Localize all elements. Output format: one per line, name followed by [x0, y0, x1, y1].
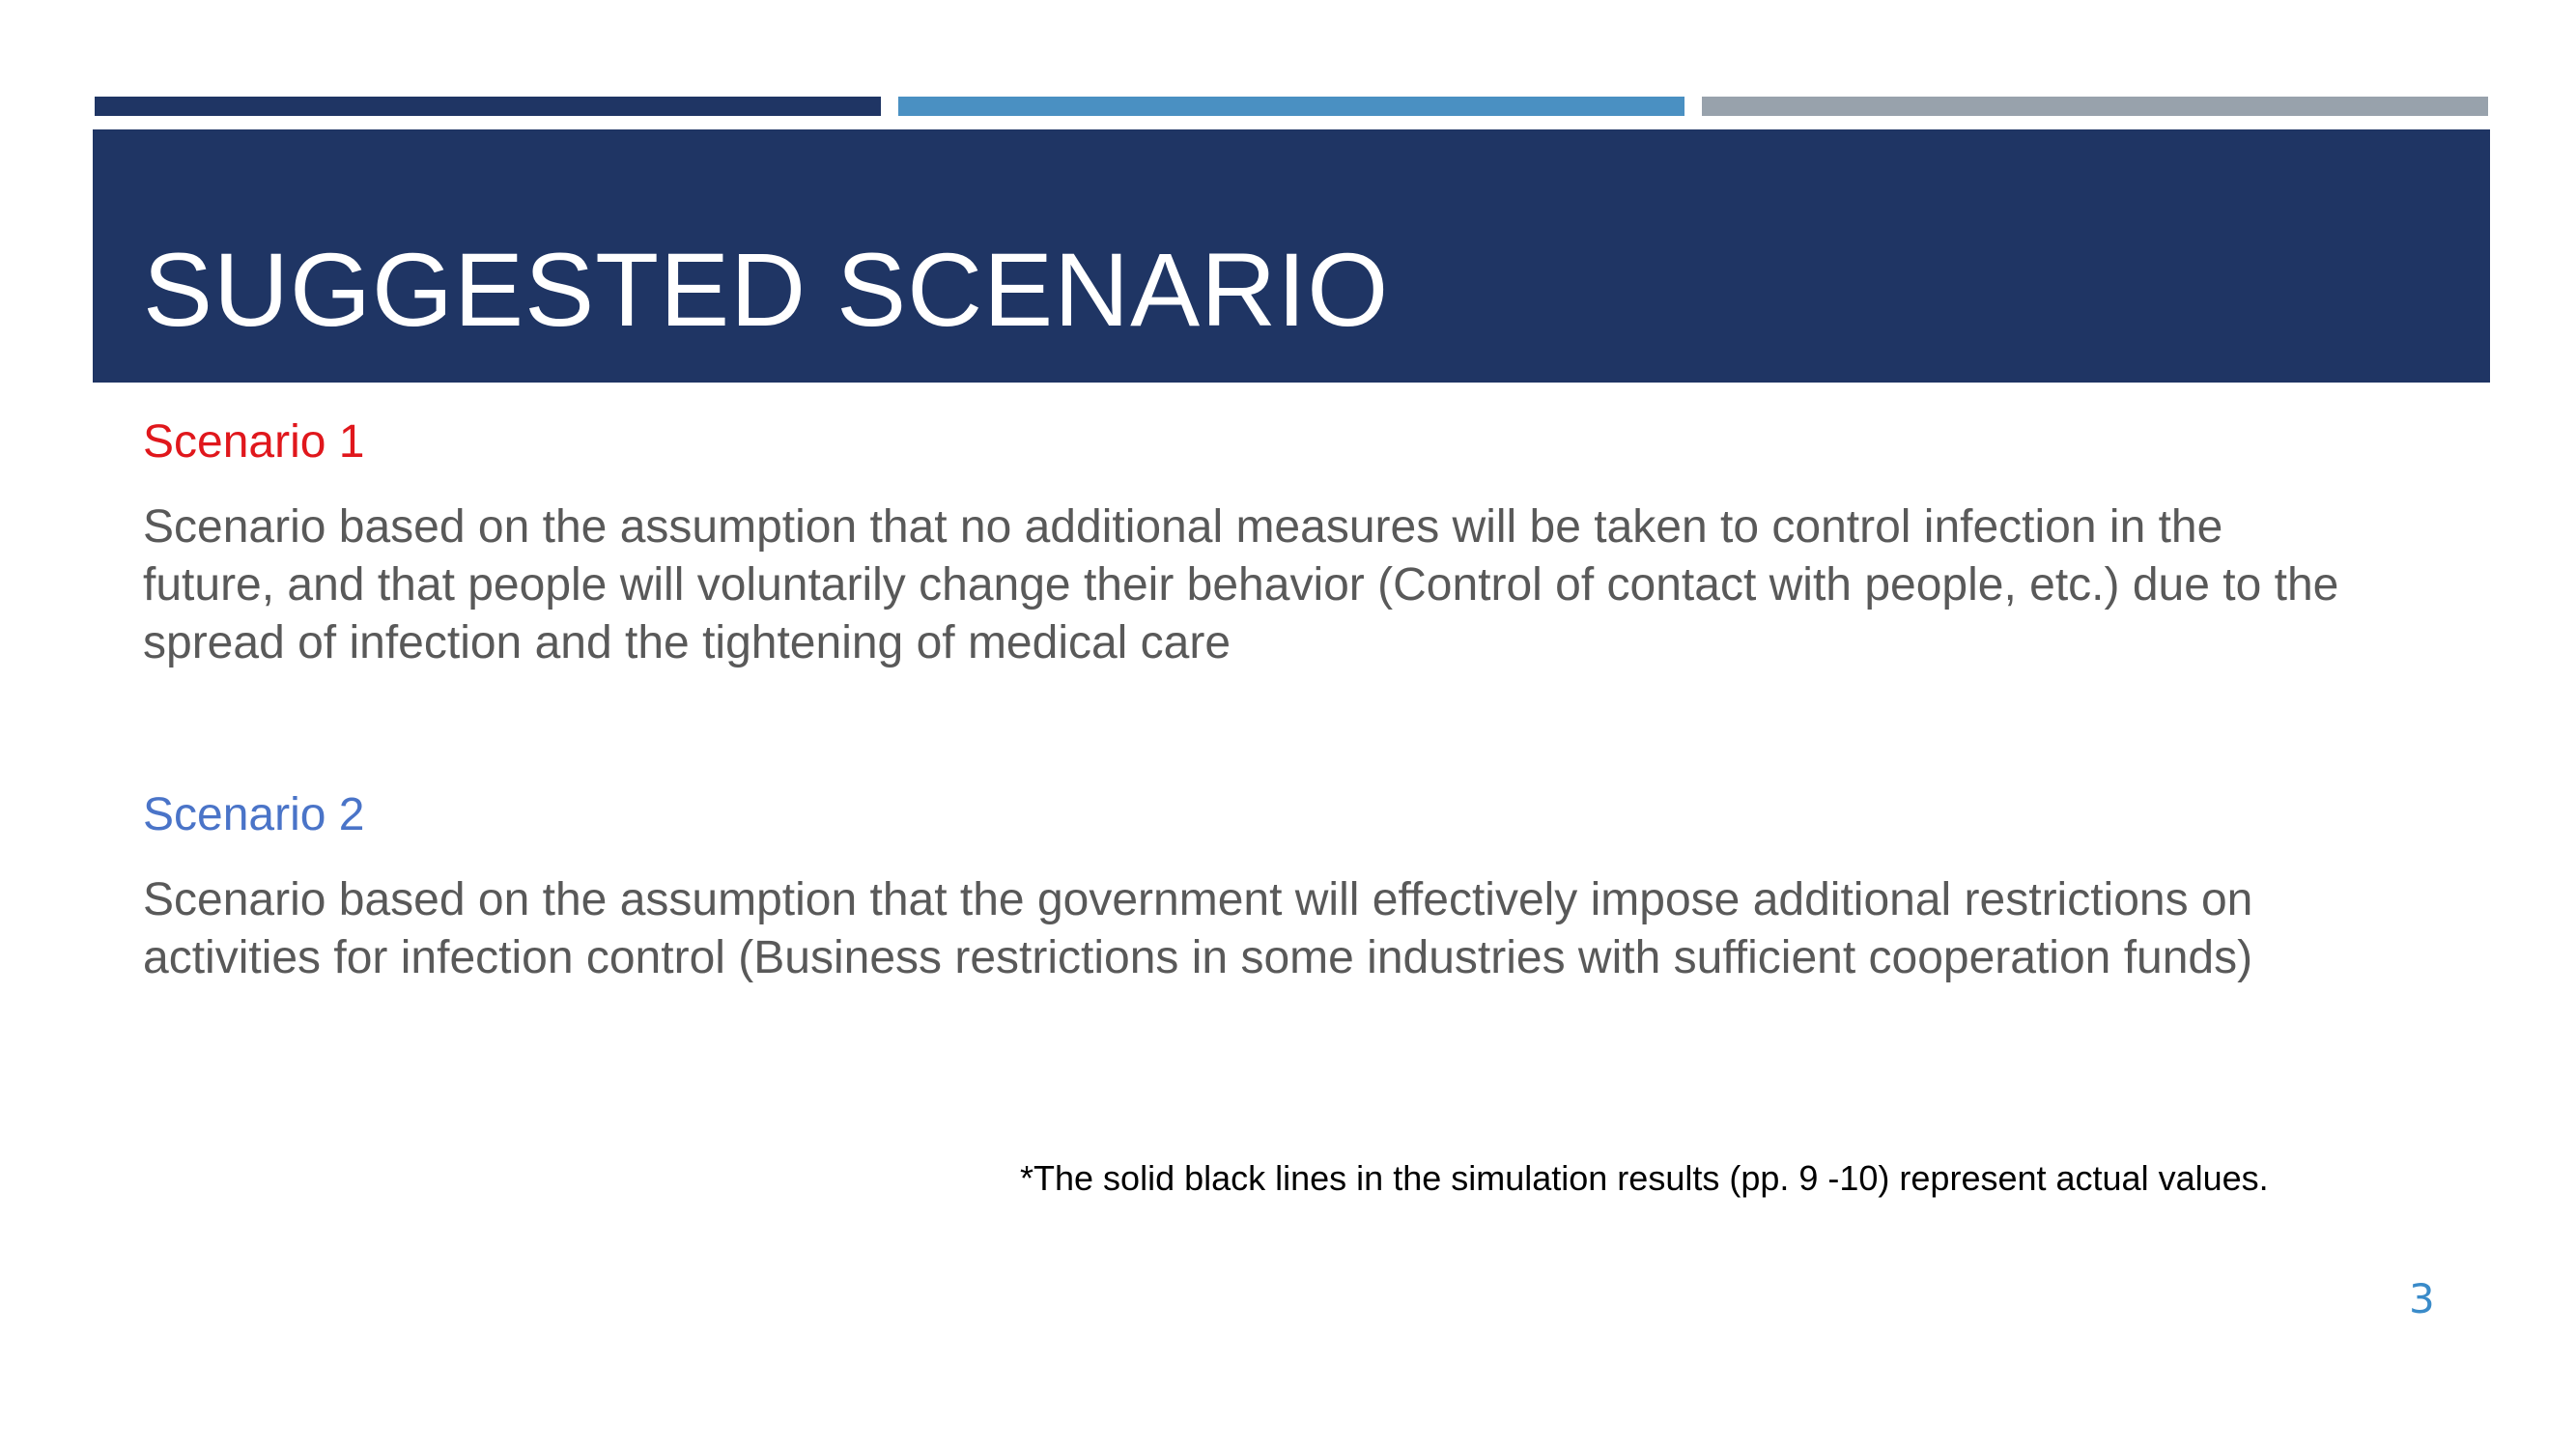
page-number: 3 [2409, 1275, 2435, 1322]
scenario-2-line: activities for infection control (Business restrictions in some industries with sufficient cooperation funds) [143, 932, 2253, 983]
scenario-1-description [143, 498, 2461, 672]
footnote: *The solid black lines in the simulation results (pp. 9 -10) represent actual values. [1020, 1158, 2269, 1198]
scenario-1-line: Scenario based on the assumption that no additional measures will be taken to control infection in the [143, 501, 2223, 553]
scenario-1-line: spread of infection and the tightening of medical care [143, 617, 1231, 668]
accent-bar-gray [1702, 97, 2488, 116]
title-band [93, 129, 2490, 383]
scenario-2-line: Scenario based on the assumption that the government will effectively impose additional restrictions on [143, 874, 2253, 925]
scenario-1-line: future, and that people will voluntarily change their behavior (Control of contact with people, etc.) due to the [143, 559, 2339, 611]
scenario-2-heading: Scenario 2 [143, 789, 365, 840]
scenario-2-description [143, 871, 2461, 987]
scenario-1-heading: Scenario 1 [143, 416, 365, 468]
accent-bar-blue [898, 97, 1684, 116]
slide-title: SUGGESTED SCENARIO [143, 231, 1390, 348]
accent-bar-navy [95, 97, 881, 116]
